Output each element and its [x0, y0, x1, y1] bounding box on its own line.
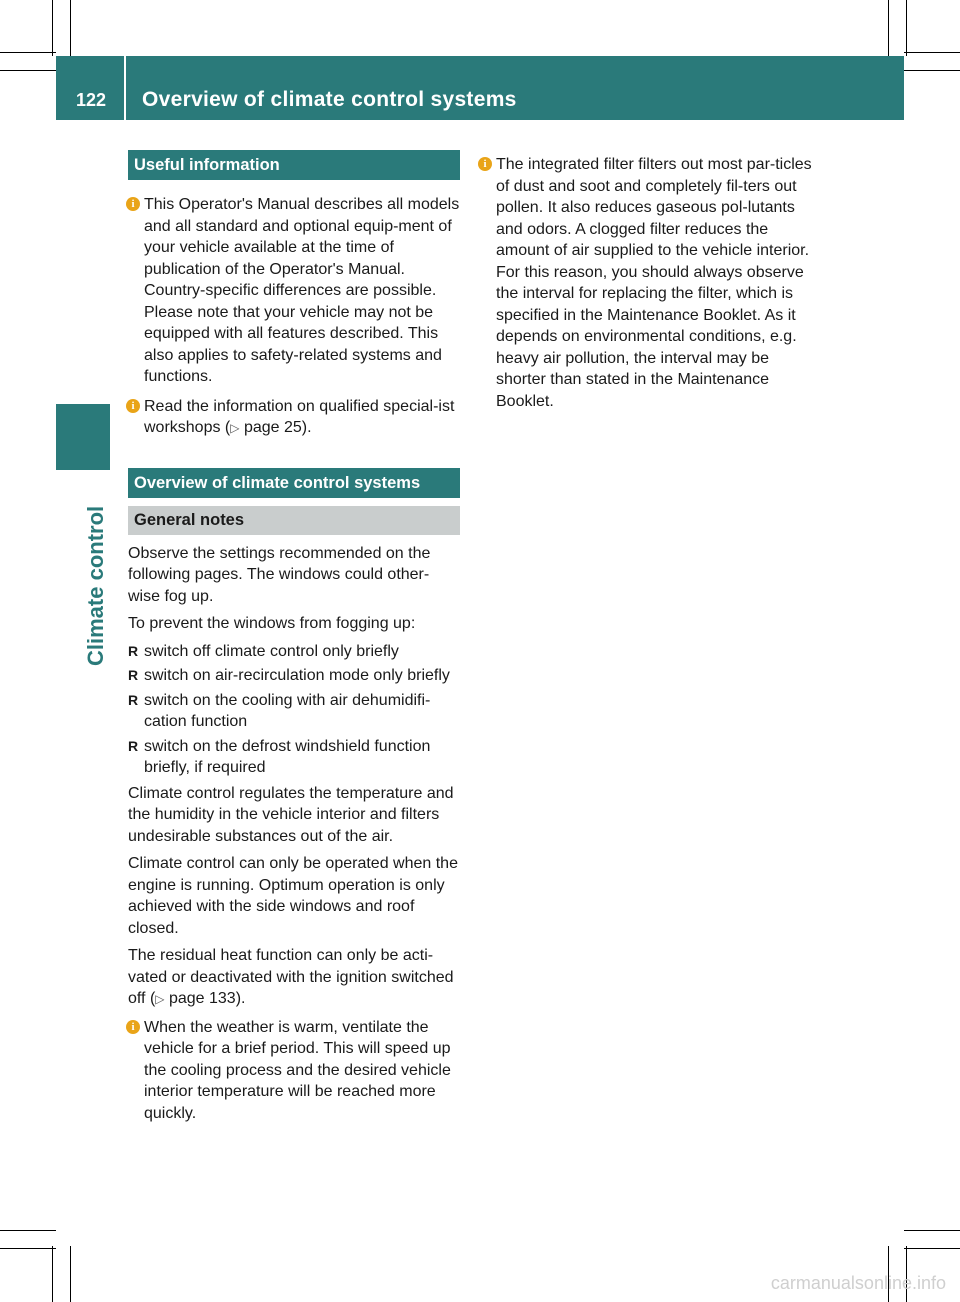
crop-mark — [0, 1230, 56, 1231]
chapter-label: Climate control — [83, 505, 108, 666]
page-title: Overview of climate control systems — [142, 88, 517, 111]
crop-mark — [904, 1230, 960, 1231]
info-note — [128, 194, 460, 388]
page-reference-arrow-icon: ▷ — [155, 992, 165, 1006]
bullet-r-icon: R — [128, 691, 139, 708]
crop-mark — [904, 1248, 960, 1249]
bullet-r-icon: R — [128, 737, 139, 754]
page-header — [56, 56, 904, 120]
crop-mark — [0, 52, 56, 53]
crop-mark — [70, 0, 71, 56]
list-item — [128, 690, 460, 733]
page-reference-link[interactable]: page 25 — [243, 419, 302, 436]
info-icon: i — [126, 197, 140, 211]
list-item — [128, 736, 460, 779]
right-column — [480, 150, 812, 420]
info-note-text: The integrated filter filters out most par-ticles of dust and soot and completely fil-ters out pollen. It also reduces gaseous pol-lutants and odors. A clogged filter reduces the amount of air supplied to the vehicle interior. For this reason, you should always observe the interval for replacing the filter, which is specified in the Maintenance Booklet. As it depends on environmental conditions, e.g. heavy air pollution, the interval may be shorter than stated in the Maintenance Booklet. — [496, 156, 812, 410]
list-item-text: switch on air-recirculation mode only briefly — [144, 667, 450, 684]
paragraph: Observe the settings recommended on the following pages. The windows could other-wise fog up. — [128, 544, 431, 605]
crop-mark — [906, 0, 907, 56]
list-item-text: switch on the cooling with air dehumidifi-cation function — [144, 691, 431, 730]
info-note — [128, 396, 460, 440]
paragraph: To prevent the windows from fogging up: — [128, 615, 416, 632]
crop-mark — [0, 1248, 56, 1249]
crop-mark — [70, 1246, 71, 1302]
crop-mark — [904, 52, 960, 53]
crop-mark — [0, 70, 56, 71]
left-column — [128, 150, 460, 1132]
crop-mark — [52, 0, 53, 56]
paragraph-text: The residual heat function can only be acti-vated or deactivated with the ignition switched off ( — [128, 947, 454, 1007]
paragraph-text: ). — [235, 990, 246, 1007]
crop-mark — [904, 70, 960, 71]
list-item — [128, 665, 460, 687]
list-item-text: switch on the defrost windshield function briefly, if required — [144, 737, 431, 776]
general-notes-heading: General notes — [128, 506, 460, 535]
page-reference-arrow-icon: ▷ — [230, 421, 240, 435]
page-number: 122 — [75, 90, 107, 110]
page-number-box — [56, 56, 126, 120]
crop-mark — [52, 1246, 53, 1302]
list-item-text: switch off climate control only briefly — [144, 642, 399, 660]
paragraph — [128, 945, 460, 1011]
info-note-text: When the weather is warm, ventilate the vehicle for a brief period. This will speed up the cooling process and the desired vehicle interior temperature will be reached more quickly. — [144, 1018, 451, 1122]
info-note-text: ). — [301, 419, 312, 436]
overview-heading: Overview of climate control systems — [128, 468, 460, 498]
info-icon: i — [126, 1020, 140, 1034]
paragraph: Climate control regulates the temperature and the humidity in the vehicle interior and filters undesirable substances out of the air. — [128, 784, 454, 845]
info-icon: i — [478, 157, 492, 171]
watermark: carmanualsonline.info — [770, 1273, 946, 1293]
bullet-list — [128, 641, 460, 779]
chapter-tab — [56, 404, 110, 470]
useful-information-heading: Useful information — [128, 150, 460, 180]
info-icon: i — [126, 399, 140, 413]
info-note — [480, 154, 812, 412]
info-note-text: Read the information on qualified special-ist workshops ( — [144, 397, 455, 436]
bullet-r-icon: R — [128, 667, 139, 683]
bullet-r-icon: R — [128, 642, 139, 659]
info-note — [128, 1017, 460, 1125]
paragraph: Climate control can only be operated when the engine is running. Optimum operation is only achieved with the side windows and roof closed. — [128, 855, 458, 937]
info-note-text: This Operator's Manual describes all models and all standard and optional equip-ment of your vehicle available at the time of publication of the Operator's Manual. Country-specific differences are possible. Please note that your vehicle may not be equipped with all features described. This also applies to safety-related systems and functions. — [144, 196, 460, 385]
list-item — [128, 641, 460, 663]
page-reference-link[interactable]: page 133 — [168, 990, 236, 1007]
crop-mark — [888, 0, 889, 56]
